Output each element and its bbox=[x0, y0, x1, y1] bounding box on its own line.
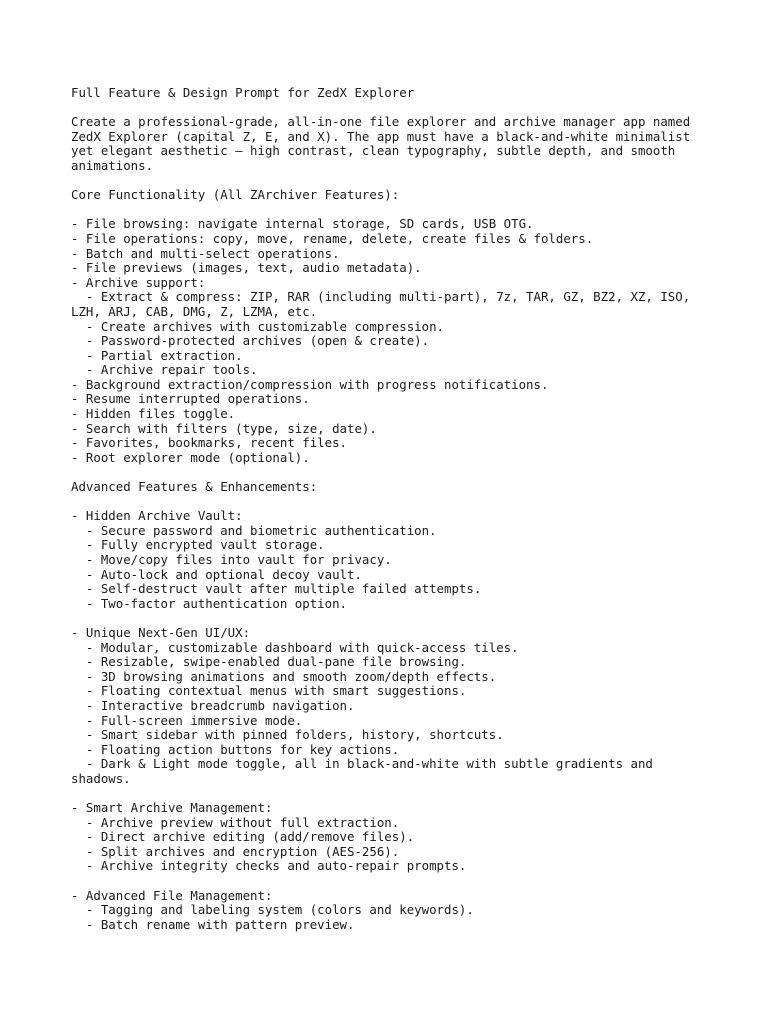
text-line bbox=[71, 495, 711, 510]
text-line bbox=[71, 874, 711, 889]
text-line: LZH, ARJ, CAB, DMG, Z, LZMA, etc. bbox=[71, 303, 318, 319]
text-line: - Root explorer mode (optional). bbox=[71, 449, 310, 465]
text-line bbox=[71, 611, 711, 626]
text-line: - Move/copy files into vault for privacy. bbox=[71, 552, 392, 567]
text-line: - Batch and multi-select operations. bbox=[71, 245, 340, 261]
text-line: - 3D browsing animations and smooth zoom/depth effects. bbox=[71, 668, 497, 684]
text-line: - Hidden Archive Vault: bbox=[71, 508, 243, 524]
text-line bbox=[71, 174, 711, 189]
text-line: - Background extraction/compression with progress notifications. bbox=[71, 376, 549, 392]
text-line: - Favorites, bookmarks, recent files. bbox=[71, 435, 348, 451]
text-line: - Password-protected archives (open & create). bbox=[71, 333, 430, 349]
text-line: - Smart sidebar with pinned folders, history, shortcuts. bbox=[71, 727, 504, 743]
document-body bbox=[71, 86, 711, 932]
text-line bbox=[71, 787, 711, 802]
text-line: ZedX Explorer (capital Z, E, and X). The app must have a black-and-white minimalist bbox=[71, 128, 691, 144]
text-line: - Partial extraction. bbox=[71, 347, 243, 363]
text-line: - Search with filters (type, size, date). bbox=[71, 420, 377, 436]
text-line: - File operations: copy, move, rename, delete, create files & folders. bbox=[71, 230, 594, 246]
text-line: - Dark & Light mode toggle, all in black-and-white with subtle gradients and bbox=[71, 756, 653, 772]
text-line: - Resizable, swipe-enabled dual-pane file browsing. bbox=[71, 654, 467, 670]
text-line: - Smart Archive Management: bbox=[71, 800, 273, 816]
text-line: animations. bbox=[71, 157, 154, 173]
text-line: - Archive support: bbox=[71, 274, 206, 290]
text-line: - Unique Next-Gen UI/UX: bbox=[71, 624, 251, 640]
text-line: - Floating action buttons for key actions. bbox=[71, 741, 400, 757]
text-line: - Split archives and encryption (AES-256). bbox=[71, 843, 400, 859]
text-line: - Direct archive editing (add/remove files). bbox=[71, 829, 415, 845]
text-line: Full Feature & Design Prompt for ZedX Explorer bbox=[71, 85, 415, 100]
text-line: - Create archives with customizable compression. bbox=[71, 318, 444, 334]
text-line: - Archive integrity checks and auto-repair prompts. bbox=[71, 858, 467, 874]
text-line: - Auto-lock and optional decoy vault. bbox=[71, 566, 362, 582]
text-line: - Archive preview without full extraction. bbox=[71, 814, 400, 830]
text-line: Advanced Features & Enhancements: bbox=[71, 479, 318, 495]
text-line: - Secure password and biometric authentication. bbox=[71, 522, 437, 538]
text-line: - Archive repair tools. bbox=[71, 362, 258, 378]
text-line bbox=[71, 465, 711, 480]
text-line: - Fully encrypted vault storage. bbox=[71, 537, 325, 553]
text-line: - Batch rename with pattern preview. bbox=[71, 916, 355, 932]
text-line: Create a professional-grade, all-in-one file explorer and archive manager app named bbox=[71, 114, 691, 130]
text-line: - Hidden files toggle. bbox=[71, 406, 236, 422]
text-line: - Advanced File Management: bbox=[71, 887, 273, 903]
text-line bbox=[71, 203, 711, 218]
text-line: - Interactive breadcrumb navigation. bbox=[71, 697, 355, 713]
text-line: - Tagging and labeling system (colors and keywords). bbox=[71, 902, 474, 918]
text-line: yet elegant aesthetic — high contrast, clean typography, subtle depth, and smooth bbox=[71, 143, 676, 159]
text-line: - File previews (images, text, audio metadata). bbox=[71, 260, 422, 276]
text-line: Core Functionality (All ZArchiver Features): bbox=[71, 187, 400, 203]
text-line: - Full-screen immersive mode. bbox=[71, 712, 303, 728]
text-line: - Self-destruct vault after multiple failed attempts. bbox=[71, 581, 482, 597]
text-line bbox=[71, 101, 711, 116]
text-line: shadows. bbox=[71, 770, 131, 786]
text-line: - Extract & compress: ZIP, RAR (including multi-part), 7z, TAR, GZ, BZ2, XZ, ISO, bbox=[71, 289, 691, 305]
text-line: - Floating contextual menus with smart suggestions. bbox=[71, 683, 467, 699]
text-line: - Resume interrupted operations. bbox=[71, 391, 310, 407]
text-line: - Two-factor authentication option. bbox=[71, 595, 348, 611]
text-line: - File browsing: navigate internal storage, SD cards, USB OTG. bbox=[71, 216, 534, 232]
text-line: - Modular, customizable dashboard with quick-access tiles. bbox=[71, 639, 519, 655]
